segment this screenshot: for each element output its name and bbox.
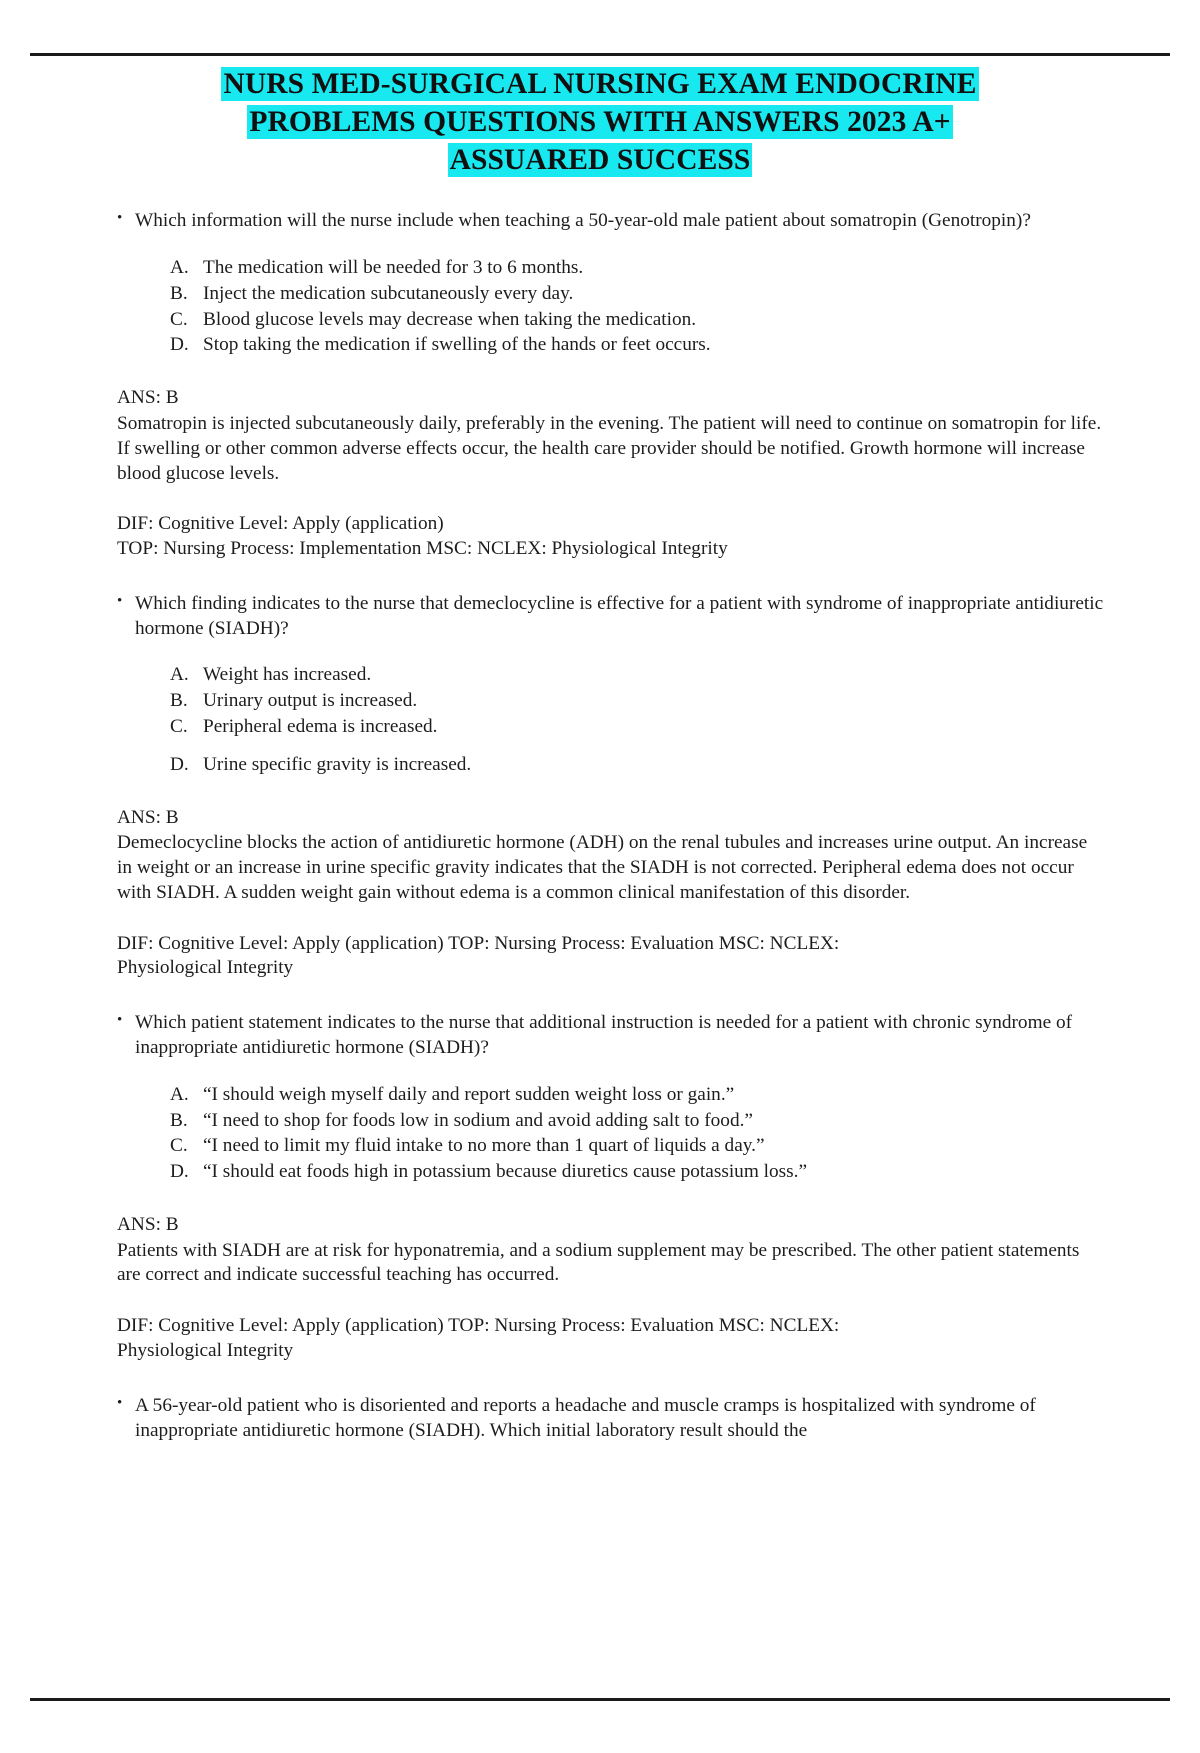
bullet-icon: •	[117, 210, 123, 227]
option-letter: C.	[170, 715, 188, 737]
question-metadata	[117, 512, 1105, 562]
option-item[interactable]	[170, 333, 1105, 358]
answer-block	[117, 386, 1105, 486]
option-text: Inject the medication subcutaneously every day.	[203, 282, 574, 304]
option-letter: B.	[170, 282, 188, 304]
question-stem	[117, 592, 1105, 642]
option-item[interactable]	[170, 1160, 1105, 1185]
option-letter: B.	[170, 690, 188, 712]
answer-label: ANS: B	[117, 387, 179, 409]
option-item[interactable]	[170, 663, 1105, 688]
page-title	[120, 66, 1080, 179]
option-letter: D.	[170, 1161, 189, 1183]
option-text: “I need to shop for foods low in sodium and avoid adding salt to food.”	[203, 1109, 753, 1131]
answer-rationale: Somatropin is injected subcutaneously daily, preferably in the evening. The patient will need to continue on somatropin for life. If swelling or other common adverse effects occur, the health care provider should be notified. Growth hormone will increase blood glucose levels.	[117, 412, 1102, 484]
top-divider-rule	[30, 53, 1170, 56]
options-list	[117, 1083, 1105, 1185]
answer-rationale: Patients with SIADH are at risk for hyponatremia, and a sodium supplement may be prescribed. The other patient statements are correct and indicate successful teaching has occurred.	[117, 1239, 1080, 1286]
option-text: “I need to limit my fluid intake to no more than 1 quart of liquids a day.”	[203, 1135, 765, 1157]
metadata-line-dif: DIF: Cognitive Level: Apply (application) TOP: Nursing Process: Evaluation MSC: NCLEX:	[117, 1315, 840, 1337]
option-text: “I should eat foods high in potassium because diuretics cause potassium loss.”	[203, 1161, 808, 1183]
option-item[interactable]	[170, 1134, 1105, 1159]
option-item[interactable]	[170, 1083, 1105, 1108]
page-title-line-3	[120, 142, 1080, 180]
page-title-line-3-text: ASSUARED SUCCESS	[449, 143, 751, 176]
page-title-line-1	[120, 66, 1080, 104]
answer-rationale: Demeclocycline blocks the action of antidiuretic hormone (ADH) on the renal tubules and increases urine output. An increase in weight or an increase in urine specific gravity indicates that the SIADH is not corrected. Peripheral edema does not occur with SIADH. A sudden weight gain without edema is a common clinical manifestation of this disorder.	[117, 832, 1088, 903]
option-item[interactable]	[170, 689, 1105, 714]
option-letter: D.	[170, 334, 189, 356]
option-text: Stop taking the medication if swelling of the hands or feet occurs.	[203, 334, 711, 356]
question-metadata	[117, 1314, 1105, 1364]
question-stem	[117, 209, 1105, 234]
option-letter: A.	[170, 1083, 189, 1105]
option-item[interactable]	[170, 753, 1105, 778]
question-stem-text: Which finding indicates to the nurse that demeclocycline is effective for a patient with syndrome of inappropriate antidiuretic hormone (SIADH)?	[135, 592, 1104, 639]
option-text: The medication will be needed for 3 to 6 months.	[203, 257, 584, 279]
option-text: Weight has increased.	[203, 664, 372, 686]
option-letter: B.	[170, 1109, 188, 1131]
options-list	[117, 256, 1105, 358]
metadata-line-top: Physiological Integrity	[117, 957, 294, 979]
answer-block	[117, 806, 1105, 906]
metadata-line-top: Physiological Integrity	[117, 1340, 294, 1362]
option-item[interactable]	[170, 282, 1105, 307]
option-item[interactable]	[170, 256, 1105, 281]
options-list	[117, 663, 1105, 777]
question-metadata	[117, 932, 1105, 982]
page-title-line-2	[120, 104, 1080, 142]
option-item[interactable]	[170, 1109, 1105, 1134]
metadata-line-dif: DIF: Cognitive Level: Apply (application)	[117, 513, 444, 535]
page-title-line-2-text: PROBLEMS QUESTIONS WITH ANSWERS 2023 A+	[249, 105, 951, 138]
metadata-line-top: TOP: Nursing Process: Implementation MSC: NCLEX: Physiological Integrity	[117, 538, 728, 560]
page-title-line-1-text: NURS MED-SURGICAL NURSING EXAM ENDOCRINE	[223, 68, 977, 100]
option-text: Peripheral edema is increased.	[203, 715, 438, 737]
option-letter: C.	[170, 308, 188, 330]
document-body	[95, 209, 1105, 1443]
option-letter: C.	[170, 1135, 188, 1157]
answer-block	[117, 1213, 1105, 1288]
trailing-question-stem	[117, 1394, 1105, 1444]
option-letter: A.	[170, 257, 189, 279]
bullet-icon: •	[117, 592, 123, 609]
option-text: Urinary output is increased.	[203, 690, 418, 712]
bullet-icon: •	[117, 1012, 123, 1029]
option-letter: A.	[170, 664, 189, 686]
bullet-icon: •	[117, 1394, 123, 1411]
document-page	[0, 53, 1200, 1753]
option-item[interactable]	[170, 715, 1105, 740]
answer-label: ANS: B	[117, 806, 179, 828]
question-stem-text: Which patient statement indicates to the nurse that additional instruction is needed for a patient with chronic syndrome of inappropriate antidiuretic hormone (SIADH)?	[135, 1012, 1073, 1058]
question-stem-text: Which information will the nurse include when teaching a 50-year-old male patient about somatropin (Genotropin)?	[135, 210, 1031, 232]
option-text: Blood glucose levels may decrease when taking the medication.	[203, 308, 697, 330]
option-item[interactable]	[170, 308, 1105, 333]
option-text: “I should weigh myself daily and report sudden weight loss or gain.”	[203, 1083, 735, 1105]
option-letter: D.	[170, 753, 189, 775]
question-stem	[117, 1011, 1105, 1061]
trailing-question-stem-text: A 56-year-old patient who is disoriented and reports a headache and muscle cramps is hospitalized with syndrome of inappropriate antidiuretic hormone (SIADH). Which initial laboratory result should the	[135, 1394, 1036, 1441]
answer-label: ANS: B	[117, 1213, 179, 1235]
metadata-line-dif: DIF: Cognitive Level: Apply (application) TOP: Nursing Process: Evaluation MSC: NCLEX:	[117, 932, 840, 954]
option-text: Urine specific gravity is increased.	[203, 753, 472, 775]
